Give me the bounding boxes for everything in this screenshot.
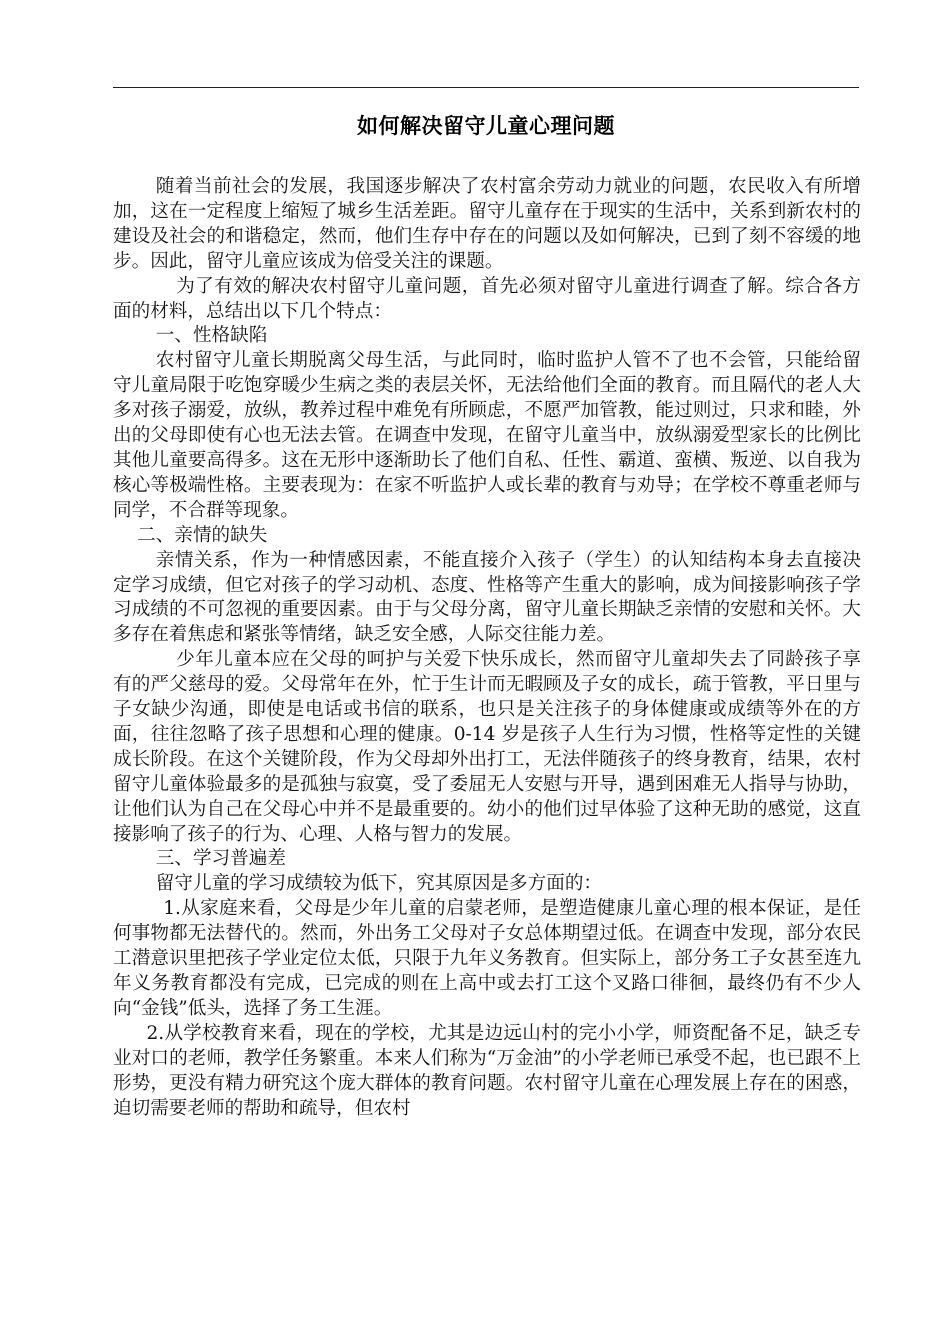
section-heading-affection: 二、亲情的缺失 <box>137 524 268 546</box>
paragraph-survey: 为了有效的解决农村留守儿童问题，首先必须对留守儿童进行调查了解。综合各方面的材料，总结出以下几个特点： <box>113 275 861 322</box>
list-item-family: 1.从家庭来看，父母是少年儿童的启蒙老师，是塑造健康儿童心理的根本保证，是任何事物都无法替代的。然而，外出务工父母对子女总体期望过低。在调查中发现，部分农民工潜意识里把孩子学业定位太低，只限于九年义务教育。但实际上，部分务工子女甚至连九年义务教育都没有完成，已完成的则在上高中或去打工这个叉路口徘徊，最终仍有不少人向“金钱”低头，选择了务工生涯。 <box>113 898 861 1019</box>
header-rule <box>113 87 859 88</box>
paragraph-intro: 随着当前社会的发展，我国逐步解决了农村富余劳动力就业的问题，农民收入有所增加，这在一定程度上缩短了城乡生活差距。留守儿童存在于现实的生活中，关系到新农村的建设及社会的和谐稳定，然而，他们生存中存在的问题以及如何解决，已到了刻不容缓的地步。因此，留守儿童应该成为倍受关注的课题。 <box>113 176 861 272</box>
paragraph-growth: 少年儿童本应在父母的呵护与关爱下快乐成长，然而留守儿童却失去了同龄孩子享有的严父慈母的爱。父母常年在外，忙于生计而无暇顾及子女的成长，疏于管教，平日里与子女缺少沟通，即使是电话或书信的联系，也只是关注孩子的身体健康或成绩等外在的方面，往往忽略了孩子思想和心理的健康。0-14 岁是孩子人生行为习惯，性格等定性的关键成长阶段。在这个关键阶段，作为父母却外出打工，无法伴随孩子的终身教育，结果，农村留守儿童体验最多的是孤独与寂寞，受了委屈无人安慰与开导，遇到困难无人指导与协助，让他们认为自己在父母心中并不是最重要的。幼小的他们过早体验了这种无助的感觉，这直接影响了孩子的行为、心理、人格与智力的发展。 <box>113 649 861 845</box>
document-body <box>113 175 861 1121</box>
document-title: 如何解决留守儿童心理问题 <box>357 114 615 138</box>
paragraph-personality: 农村留守儿童长期脱离父母生活，与此同时，临时监护人管不了也不会管，只能给留守儿童局限于吃饱穿暖少生病之类的表层关怀，无法给他们全面的教育。而且隔代的老人大多对孩子溺爱，放纵，教养过程中难免有所顾虑，不愿严加管教，能过则过，只求和睦，外出的父母即使有心也无法去管。在调查中发现，在留守儿童当中，放纵溺爱型家长的比例比其他儿童要高得多。这在无形中逐渐助长了他们自私、任性、霸道、蛮横、叛逆、以自我为核心等极端性格。主要表现为：在家不听监护人或长辈的教育与劝导；在学校不尊重老师与同学，不合群等现象。 <box>113 350 861 521</box>
list-item-school: 2.从学校教育来看，现在的学校，尤其是边远山村的完小小学，师资配备不足，缺乏专业对口的老师，教学任务繁重。本来人们称为“万金油”的小学老师已承受不起，也已跟不上形势，更没有精力研究这个庞大群体的教育问题。农村留守儿童在心理发展上存在的困惑，迫切需要老师的帮助和疏导，但农村 <box>113 1022 861 1119</box>
section-heading-study: 三、学习普遍差 <box>155 848 286 870</box>
paragraph-affection: 亲情关系，作为一种情感因素，不能直接介入孩子（学生）的认知结构本身去直接决定学习成绩，但它对孩子的学习动机、态度、性格等产生重大的影响，成为间接影响孩子学习成绩的不可忽视的重要因素。由于与父母分离，留守儿童长期缺乏亲情的安慰和关怀。大多存在着焦虑和紧张等情绪，缺乏安全感，人际交往能力差。 <box>113 549 861 646</box>
paragraph-study-intro: 留守儿童的学习成绩较为低下，究其原因是多方面的： <box>155 873 603 895</box>
section-heading-personality: 一、性格缺陷 <box>155 325 268 347</box>
